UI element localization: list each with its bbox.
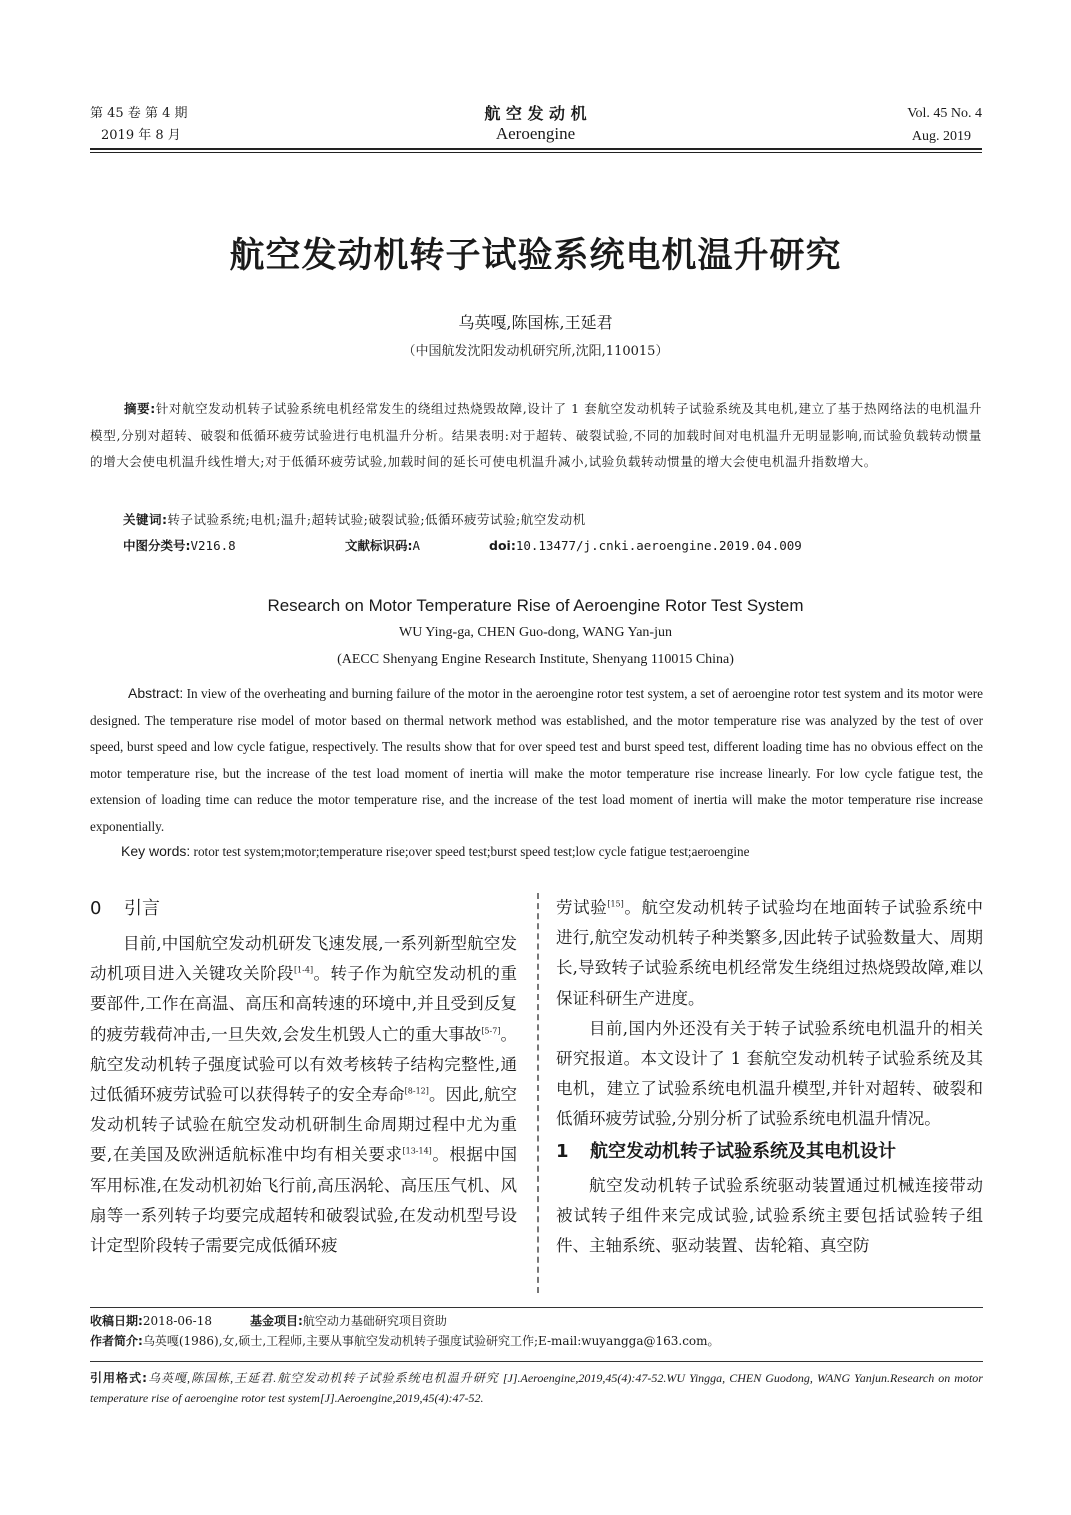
abstract-cn-label: 摘要: bbox=[124, 401, 156, 416]
footnote-received-fund: 收稿日期:2018-06-18 基金项目:航空动力基础研究项目资助 bbox=[90, 1314, 447, 1328]
abstract-cn-text: 针对航空发动机转子试验系统电机经常发生的绕组过热烧毁故障,设计了 1 套航空发动机转子试验系统及其电机,建立了基于热网络法的电机温升模型,分别对超转、破裂和低循环疲劳试验进行电机温升分析。结果表明:对于超转、破裂试验,不同的加载时间对电机温升无明显影响,而试验负载转动惯量的增大会使电机温升线性增大;对于低循环疲劳试验,加载时间的延长可使电机温升减小,试验负载转动惯量的增大会使电机温升指数增大。 bbox=[90, 401, 982, 469]
english-abstract-label: Abstract: bbox=[128, 685, 184, 701]
journal-date-en: Aug. 2019 bbox=[911, 129, 971, 144]
citation-ref: [8-12] bbox=[404, 1086, 429, 1096]
section-1-paragraph-1: 航空发动机转子试验系统驱动装置通过机械连接带动被试转子组件来完成试验,试验系统主要包括试验转子组件、主轴系统、驱动装置、齿轮箱、真空防 bbox=[556, 1175, 983, 1256]
english-title: Research on Motor Temperature Rise of Aeroengine Rotor Test System bbox=[267, 596, 804, 615]
footnote-rule bbox=[90, 1307, 983, 1308]
article-title: 航空发动机转子试验系统电机温升研究 bbox=[229, 235, 842, 276]
english-abstract bbox=[90, 680, 983, 840]
citation-ref: [13-14] bbox=[402, 1146, 432, 1156]
section-0-heading: 0 引言 bbox=[90, 898, 160, 919]
doi: doi:10.13477/j.cnki.aeroengine.2019.04.009 bbox=[489, 538, 802, 553]
keywords-cn-label: 关键词: bbox=[123, 512, 168, 527]
body-right-column bbox=[556, 893, 983, 1261]
header-rule bbox=[90, 148, 982, 150]
citation-ref: [5-7] bbox=[481, 1026, 501, 1036]
footnote-author-bio: 作者简介:乌英嘎(1986),女,硕士,工程师,主要从事航空发动机转子强度试验研究工作;E-mail:wuyangga@163.com。 bbox=[90, 1334, 720, 1348]
footnote-rule-2 bbox=[90, 1361, 983, 1362]
english-affiliation: (AECC Shenyang Engine Research Institute, Shenyang 110015 China) bbox=[337, 652, 734, 667]
journal-name-cn: 航 空 发 动 机 bbox=[484, 104, 587, 123]
clc-code: 中图分类号:V216.8 bbox=[123, 538, 236, 553]
journal-volume-en: Vol. 45 No. 4 bbox=[907, 106, 982, 121]
english-abstract-text: In view of the overheating and burning failure of the motor in the aeroengine rotor test system, a set of aeroengine rotor test system and its motor were designed. The temperature rise model of motor based on thermal network method was established, and the motor temperature rise was analyzed by the test of over speed, burst speed and low cycle fatigue, respectively. The results show that for over speed test and burst speed test, different loading time has no obvious effect on the motor temperature rise, but the increase of the test load moment of inertia will make the motor temperature rise increase linearly. For low cycle fatigue test, the extension of loading time can reduce the motor temperature rise, and the increase of the test load moment of inertia will make the motor temperature rise increase exponentially. bbox=[90, 686, 984, 834]
header-rule-thin bbox=[90, 152, 982, 153]
section-1-heading: 1 航空发动机转子试验系统及其电机设计 bbox=[556, 1140, 896, 1162]
body-left-column bbox=[90, 893, 517, 1261]
journal-name-en: Aeroengine bbox=[495, 124, 576, 143]
keywords-cn-text: 转子试验系统;电机;温升;超转试验;破裂试验;低循环疲劳试验;航空发动机 bbox=[167, 512, 586, 527]
abstract-cn bbox=[90, 396, 982, 476]
document-code: 文献标识码:A bbox=[345, 538, 421, 553]
column-divider bbox=[537, 893, 539, 1293]
keywords-cn bbox=[123, 507, 983, 533]
english-keywords-text: rotor test system;motor;temperature rise;over speed test;burst speed test;low cycle fatigue test;aeroengine bbox=[193, 844, 750, 859]
intro-paragraph-2: 目前,国内外还没有关于转子试验系统电机温升的相关研究报道。本文设计了 1 套航空发动机转子试验系统及其电机，建立了试验系统电机温升模型,并针对超转、破裂和低循环疲劳试验,分别分析了试验系统电机温升情况。 bbox=[556, 1018, 983, 1129]
journal-volume-cn: 第 45 卷 第 4 期 bbox=[90, 106, 188, 121]
article-authors: 乌英嘎,陈国栋,王延君 bbox=[458, 313, 613, 332]
english-authors: WU Ying-ga, CHEN Guo-dong, WANG Yan-jun bbox=[399, 625, 672, 640]
citation-ref: [15] bbox=[607, 899, 624, 909]
citation-format: 引用格式:乌英嘎,陈国栋,王延君.航空发动机转子试验系统电机温升研究 [J].Aeroengine,2019,45(4):47-52.WU Yingga, CHEN Guodong, WANG Yanjun.Research on motor temperature rise of aeroengine rotor test system[J].Aeroengine,2019,45(4):47-52. bbox=[90, 1371, 983, 1405]
english-keywords-label: Key words: bbox=[121, 843, 191, 859]
article-affiliation: （中国航发沈阳发动机研究所,沈阳,110015） bbox=[402, 344, 669, 359]
english-keywords bbox=[121, 838, 983, 865]
citation-ref: [1-4] bbox=[293, 965, 314, 975]
intro-paragraph-1: 目前,中国航空发动机研发飞速发展,一系列新型航空发动机项目进入关键攻关阶段[1-4]。转子作为航空发动机的重要部件,工作在高温、高压和高转速的环境中,并且受到反复的疲劳载荷冲击,一旦失效,会发生机毁人亡的重大事故[5-7]。航空发动机转子强度试验可以有效考核转子结构完整性,通过低循环疲劳试验可以获得转子的安全寿命[8-12]。因此,航空发动机转子试验在航空发动机研制生命周期过程中尤为重要,在美国及欧洲适航标准中均有相关要求[13-14]。根据中国军用标准,在发动机初始飞行前,高压涡轮、高压压气机、风扇等一系列转子均要完成超转和破裂试验,在发动机型号设计定型阶段转子需要完成低循环疲 bbox=[90, 934, 518, 1256]
intro-paragraph-1-cont: 劳试验[15]。航空发动机转子试验均在地面转子试验系统中进行,航空发动机转子种类繁多,因此转子试验数量大、周期长,导致转子试验系统电机经常发生绕组过热烧毁故障,难以保证科研生产进度。 bbox=[556, 898, 984, 1008]
journal-date-cn: 2019 年 8 月 bbox=[101, 128, 181, 143]
